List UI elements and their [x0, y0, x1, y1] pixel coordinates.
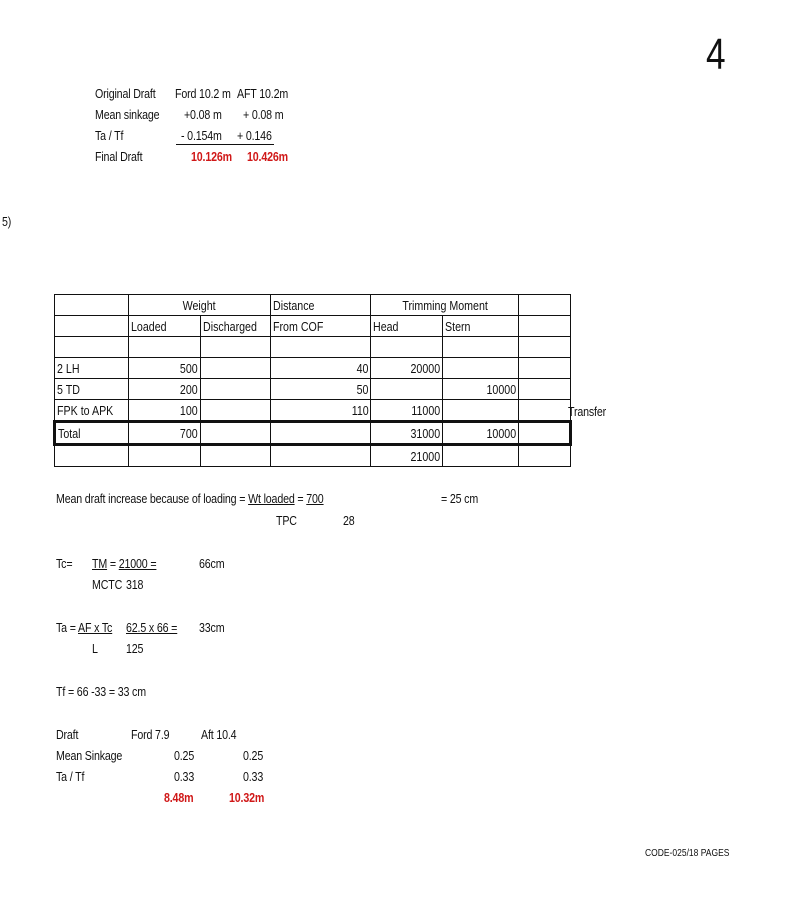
ta-tf2-label: Ta / Tf — [56, 769, 85, 784]
header-discharged: Discharged — [202, 318, 257, 334]
draft-aft: Aft 10.4 — [201, 727, 237, 742]
header-loaded: Loaded — [130, 318, 167, 334]
tc-result: 66cm — [199, 556, 225, 571]
orig-draft-ford: Ford 10.2 m — [175, 86, 231, 101]
header-from-cof: From COF — [273, 318, 324, 334]
mean-sinkage-label: Mean sinkage — [95, 107, 160, 122]
table-total-row — [55, 422, 571, 445]
ta-den-label: L — [92, 641, 98, 656]
question-number: 5) — [2, 214, 12, 229]
header-head: Head — [373, 318, 399, 334]
draft-ford: Ford 7.9 — [131, 727, 170, 742]
final-draft-ford: 10.126m — [191, 149, 232, 164]
header-weight: Weight — [183, 297, 217, 313]
ta-tf-aft: + 0.146 — [237, 128, 272, 143]
ta-result: 33cm — [199, 620, 225, 635]
mean-draft-den-value: 28 — [343, 513, 355, 528]
final-draft-label: Final Draft — [95, 149, 143, 164]
sum-underline — [176, 144, 274, 145]
header-trimming-moment: Trimming Moment — [402, 297, 488, 313]
ta-num-value: 62.5 x 66 = — [126, 620, 178, 635]
table-header-row-2 — [55, 316, 571, 337]
final-draft-aft: 10.426m — [247, 149, 288, 164]
draft-label: Draft — [56, 727, 79, 742]
header-stern: Stern — [445, 318, 471, 334]
mean-sinkage2-ford: 0.25 — [174, 748, 195, 763]
ta-tf2-aft: 0.33 — [243, 769, 264, 784]
trimming-moment-table — [53, 294, 572, 467]
footer-code: CODE-025/18 PAGES — [645, 848, 730, 859]
total-stern: 10000 — [486, 425, 517, 441]
ta-tf-label: Ta / Tf — [95, 128, 124, 143]
page-number: 4 — [706, 30, 726, 79]
tc-den-label: MCTC — [92, 577, 123, 592]
mean-draft-formula: Mean draft increase because of loading = Wt loaded = 700 — [56, 491, 324, 506]
table-row: 5 TD 200 50 10000 — [55, 379, 571, 400]
final-aft: 10.32m — [229, 790, 265, 805]
table-net-row — [55, 445, 571, 467]
header-distance: Distance — [273, 297, 315, 313]
table-row: FPK to APK 100 110 11000 — [55, 400, 571, 422]
tc-den-value: 318 — [126, 577, 144, 592]
table-row-empty — [55, 337, 571, 358]
transfer-note: Transfer — [568, 404, 606, 419]
table-row: 2 LH 500 40 20000 — [55, 358, 571, 379]
mean-draft-den-label: TPC — [276, 513, 297, 528]
mean-sinkage2-aft: 0.25 — [243, 748, 264, 763]
tc-label: Tc= — [56, 556, 73, 571]
total-loaded: 700 — [179, 425, 198, 441]
mean-sinkage-aft: + 0.08 m — [243, 107, 284, 122]
total-label: Total — [58, 425, 81, 441]
orig-draft-label: Original Draft — [95, 86, 156, 101]
table-header-row-1 — [55, 295, 571, 316]
ta-tf-ford: - 0.154m — [181, 128, 222, 143]
tc-formula: TM = 21000 = — [92, 556, 157, 571]
total-head: 31000 — [410, 425, 441, 441]
final-ford: 8.48m — [164, 790, 194, 805]
mean-draft-result: = 25 cm — [441, 491, 479, 506]
ta-formula: Ta = AF x Tc — [56, 620, 113, 635]
net-head: 21000 — [410, 448, 441, 464]
mean-sinkage2-label: Mean Sinkage — [56, 748, 123, 763]
ta-tf2-ford: 0.33 — [174, 769, 195, 784]
orig-draft-aft: AFT 10.2m — [237, 86, 289, 101]
tf-formula: Tf = 66 -33 = 33 cm — [56, 684, 146, 699]
ta-den-value: 125 — [126, 641, 144, 656]
mean-sinkage-ford: +0.08 m — [184, 107, 222, 122]
